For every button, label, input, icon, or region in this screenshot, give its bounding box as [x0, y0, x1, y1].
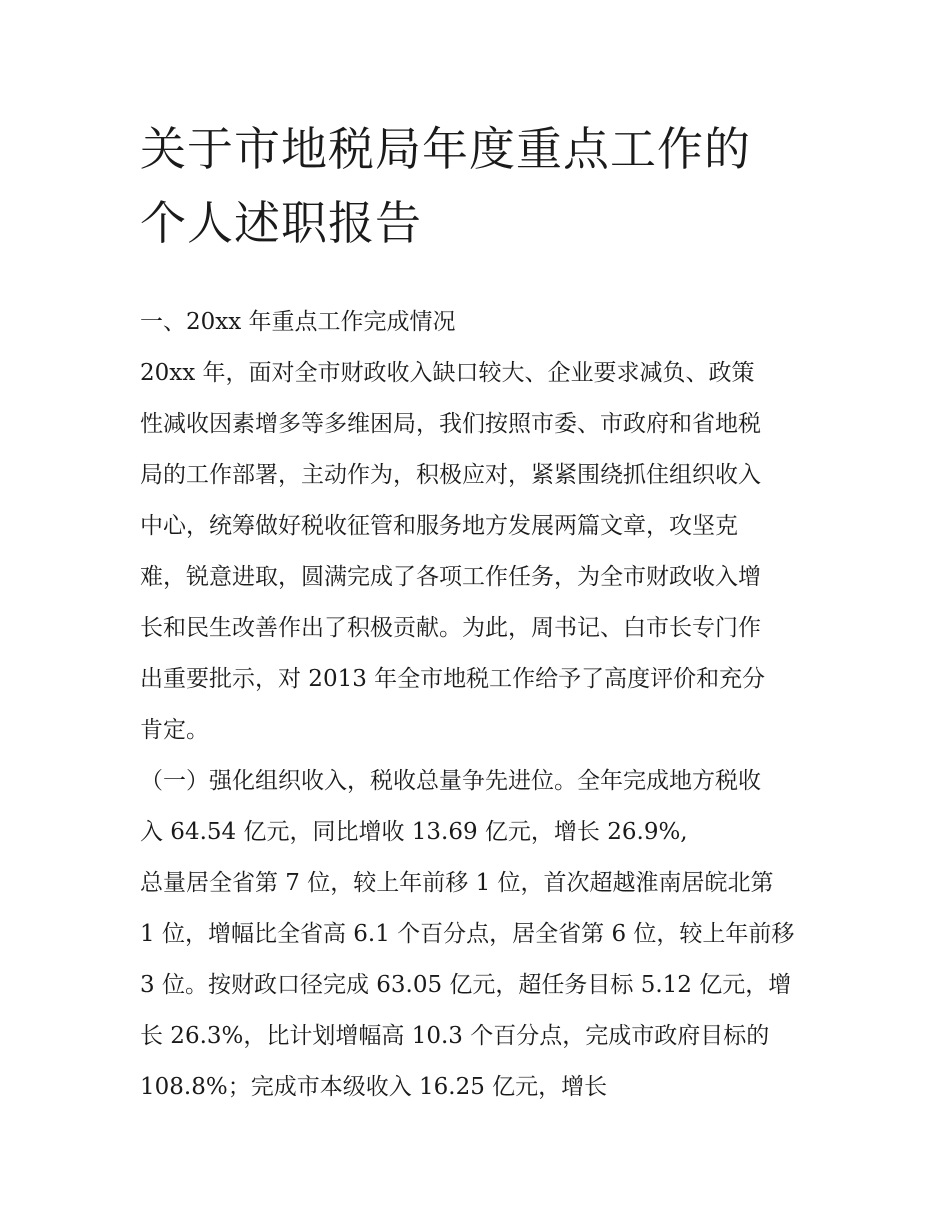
- section-heading: 一、20xx 年重点工作完成情况: [140, 309, 456, 335]
- paragraph-1: [140, 348, 820, 756]
- text-line: 总量居全省第 7 位，较上年前移 1 位，首次超越淮南居皖北第: [140, 870, 774, 896]
- text-line: 中心，统筹做好税收征管和服务地方发展两篇文章，攻坚克: [140, 513, 738, 539]
- text-line: 108.8%；完成市本级收入 16.25 亿元，增长: [140, 1074, 608, 1100]
- title-line: 关于市地税局年度重点工作的: [140, 122, 751, 176]
- document-page: [140, 112, 820, 1113]
- document-title: [140, 112, 820, 260]
- text-line: 1 位，增幅比全省高 6.1 个百分点，居全省第 6 位，较上年前移: [140, 921, 795, 947]
- text-line: 20xx 年，面对全市财政收入缺口较大、企业要求减负、政策: [140, 360, 755, 386]
- text-line: （一）强化组织收入，税收总量争先进位。全年完成地方税收: [140, 768, 761, 794]
- text-line: 肯定。: [140, 717, 209, 743]
- text-line: 长 26.3%，比计划增幅高 10.3 个百分点，完成市政府目标的: [140, 1023, 770, 1049]
- text-line: 入 64.54 亿元，同比增收 13.69 亿元，增长 26.9%,: [140, 819, 688, 845]
- text-line: 难，锐意进取，圆满完成了各项工作任务，为全市财政收入增: [140, 564, 761, 590]
- text-line: 性减收因素增多等多维困局，我们按照市委、市政府和省地税: [140, 411, 761, 437]
- title-line: 个人述职报告: [140, 196, 422, 250]
- text-line: 3 位。按财政口径完成 63.05 亿元，超任务目标 5.12 亿元，增: [140, 972, 792, 998]
- text-line: 长和民生改善作出了积极贡献。为此，周书记、白市长专门作: [140, 615, 761, 641]
- text-line: 局的工作部署，主动作为，积极应对，紧紧围绕抓住组织收入: [140, 462, 761, 488]
- paragraph-2: [140, 756, 820, 1113]
- text-line: 出重要批示，对 2013 年全市地税工作给予了高度评价和充分: [140, 666, 766, 692]
